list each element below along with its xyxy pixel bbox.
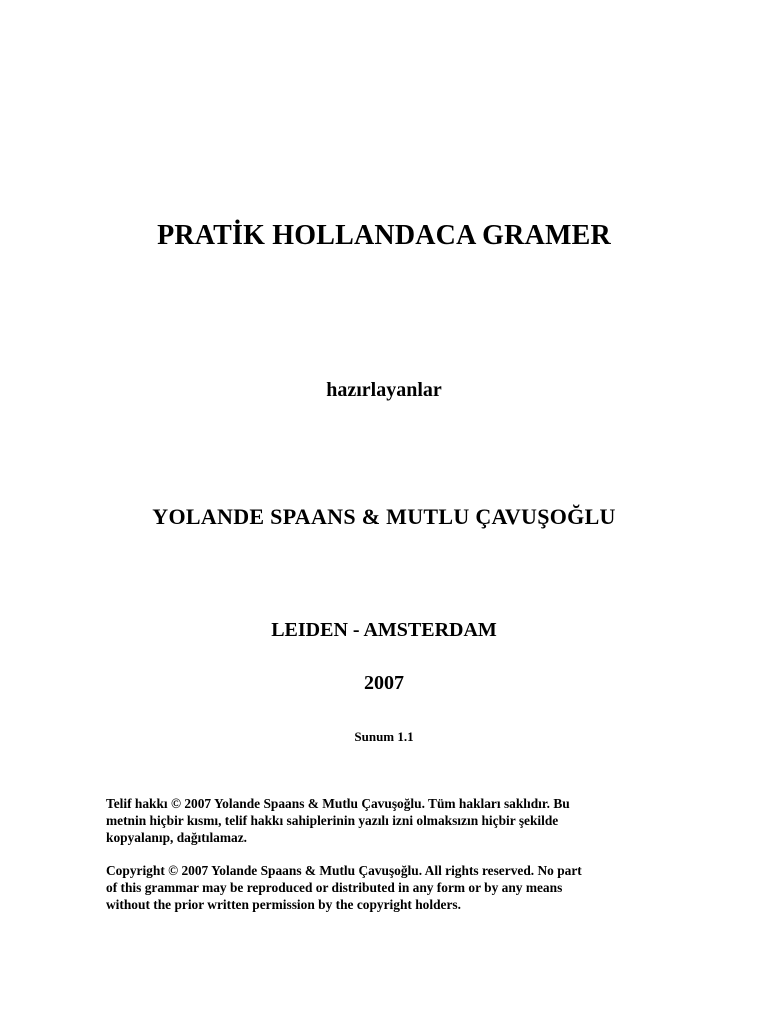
- copyright-notice-english: [106, 862, 666, 913]
- copyright-en-line: of this grammar may be reproduced or distributed in any form or by any means: [106, 880, 563, 895]
- version-label: Sunum 1.1: [354, 729, 414, 744]
- copyright-tr-line: metnin hiçbir kısmı, telif hakkı sahiplerinin yazılı izni olmaksızın hiçbir şekilde: [106, 813, 559, 828]
- publication-year: 2007: [364, 672, 404, 694]
- copyright-en-line: Copyright © 2007 Yolande Spaans & Mutlu Çavuşoğlu. All rights reserved. No part: [106, 863, 582, 878]
- document-title: PRATİK HOLLANDACA GRAMER: [157, 220, 611, 251]
- authors: YOLANDE SPAANS & MUTLU ÇAVUŞOĞLU: [152, 504, 616, 529]
- copyright-tr-line: Telif hakkı © 2007 Yolande Spaans & Mutlu Çavuşoğlu. Tüm hakları saklıdır. Bu: [106, 796, 570, 811]
- copyright-en-line: without the prior written permission by the copyright holders.: [106, 897, 461, 912]
- publication-place: LEIDEN - AMSTERDAM: [271, 619, 497, 641]
- prepared-by-label: hazırlayanlar: [326, 379, 442, 401]
- copyright-notice-turkish: [106, 795, 666, 846]
- copyright-tr-line: kopyalanıp, dağıtılamaz.: [106, 830, 248, 845]
